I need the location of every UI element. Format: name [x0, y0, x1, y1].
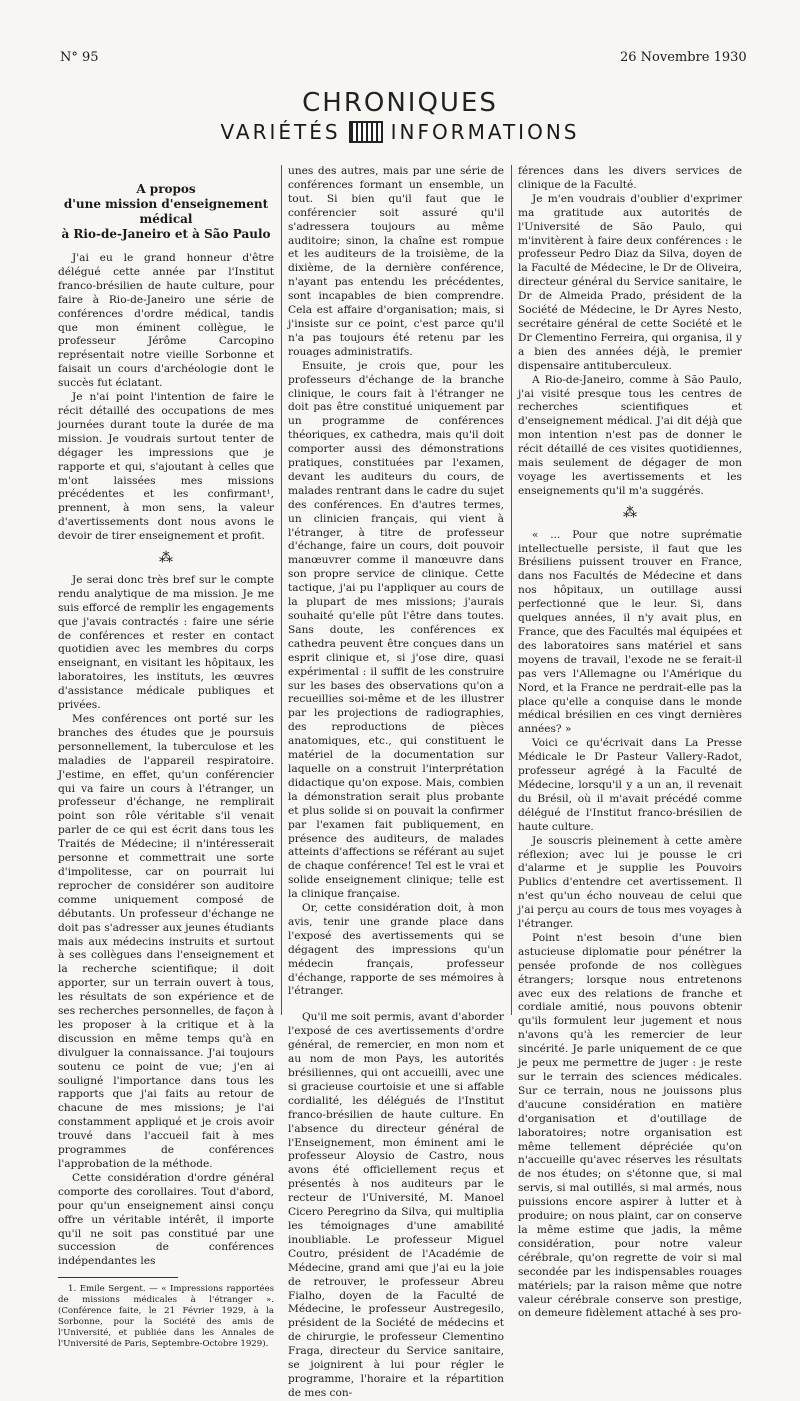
paragraph: Je n'ai point l'intention de faire le récit détaillé des occupations de mes journées durant toute la durée de ma mission. Je voudrais surtout tenter de dégager les impressions que je rapporte et qui, s'ajoutant à celles que m'ont laissées mes missions précédentes et les confirmant¹, prennent, à mon sens, la valeur d'avertissements dont nous avons le devoir de tirer enseignement et profit.: [58, 391, 274, 543]
ornament-icon: [349, 121, 383, 143]
masthead-left: VARIÉTÉS: [220, 120, 341, 144]
spacer: [288, 999, 504, 1011]
masthead-subtitle: [0, 120, 800, 144]
paragraph: Cette considération d'ordre général comporte des corollaires. Tout d'abord, pour qu'un enseignement ainsi conçu offre un véritable intérêt, il importe qu'il ne soit pas constitué par une succession de conférences indépendantes les: [58, 1171, 274, 1268]
masthead-right: INFORMATIONS: [390, 120, 580, 144]
footnote: 1. Emile Sergent. — « Impressions rapportées de missions médicales à l'étranger ». (Conférence faite, le 21 Février 1929, à la Sorbonne, pour la Société des amis de l'Université, et publiée dans les Annales de l'Université de Paris, Septembre-Octobre 1929).: [58, 1284, 274, 1350]
paragraph: Je serai donc très bref sur le compte rendu analytique de ma mission. Je me suis efforcé de remplir les engagements que j'avais contractés : faire une série de conférences et rester en contact quotidien avec les membres du corps enseignant, en visitant les hôpitaux, les laboratoires, les instituts, les œuvres d'assistance médicale publiques et privées.: [58, 573, 274, 712]
article-title-line: d'une mission d'enseignement médical: [63, 197, 269, 226]
paragraph: J'ai eu le grand honneur d'être délégué cette année par l'Institut franco-brésilien de haute culture, pour faire à Rio-de-Janeiro une série de conférences d'ordre médical, tandis que mon éminent collègue, le professeur Jérôme Carcopino représentait notre vieille Sorbonne et faisait un cours d'archéologie dont le succès fut éclatant.: [58, 252, 274, 390]
section-separator: ⁂: [159, 550, 173, 567]
section-separator: ⁂: [623, 504, 637, 521]
column-2: [288, 165, 504, 1401]
paragraph: Je m'en voudrais d'oublier d'exprimer ma gratitude aux autorités de l'Université de São Paulo, qui m'invitèrent à faire deux conférences : le professeur Pedro Diaz da Silva, doyen de la Faculté de Médecine, le Dr de Oliveira, directeur général du Service sanitaire, le Dr de Almeida Prado, président de la Société de Médecine, le Dr Ayres Nesto, secrétaire général de cette Société et le Dr Clementino Ferreira, qui organisa, il y a bien des années déjà, le premier dispensaire antituberculeux.: [518, 192, 743, 372]
masthead-title: CHRONIQUES: [302, 88, 498, 118]
article-title: [58, 182, 274, 242]
column-divider: [281, 165, 282, 1015]
paragraph: Ensuite, je crois que, pour les professeurs d'échange de la branche clinique, le cours fait à l'étranger ne doit pas être constitué uniquement par un programme de conférences théoriques, ex cathedra, mais qu'il doit comporter aussi des démonstrations pratiques, constituées par l'examen, devant les auditeurs du cours, de malades rentrant dans le cadre du sujet des conférences. En d'autres termes, un clinicien français, qui vient à l'étranger, à titre de professeur d'échange, faire un cours, doit pouvoir manœuvrer comme il manœuvre dans son propre service de clinique. Cette tactique, j'ai pu l'appliquer au cours de la plupart de mes missions; j'aurais souhaité qu'elle pût l'être dans toutes. Sans doute, les conférences ex cathedra peuvent être conçues dans un esprit clinique et, si j'ose dire, quasi expérimental : il suffit de les construire sur les bases des observations qu'on a recueillies soi-même et de les illustrer par les projections de radiographies, des reproductions de pièces anatomiques, etc., qui constituent le matériel de la documentation sur laquelle on a construit l'interprétation didactique qu'on expose. Mais, combien la démonstration serait plus probante et plus solide si on pouvait la confirmer par l'examen fait publiquement, en présence des auditeurs, de malades atteints d'affections se référant au sujet de chaque conférence! Tel est le vrai et solide enseignement clinique; telle est la clinique française.: [288, 359, 504, 901]
column-3: [518, 165, 742, 1321]
issue-date: 26 Novembre 1930: [620, 50, 747, 65]
quote-paragraph: « ... Pour que notre suprématie intellectuelle persiste, il faut que les Brésiliens puissent trouver en France, dans nos Facultés de Médecine et dans nos hôpitaux, un outillage aussi perfectionné que le leur. Si, dans quelques années, il n'y avait plus, en France, que des Facultés mal équipées et des laboratoires sans matériel et sans moyens de travail, l'exode ne se ferait-il pas vers l'Allemagne ou l'Amérique du Nord, et la France ne perdrait-elle pas la place qu'elle a conquise dans le monde médical brésilien en ces vingt dernières années? »: [518, 528, 742, 736]
paragraph: Point n'est besoin d'une bien astucieuse diplomatie pour pénétrer la pensée profonde de nos collègues étrangers; lorsque nous entretenons avec eux des relations de franche et cordiale amitié, nous pouvons obtenir qu'ils formulent leur jugement et nous n'avons qu'à les remercier de leur sincérité. Je parle uniquement de ce que je peux me permettre de juger : je reste sur le terrain des sciences médicales. Sur ce terrain, nous ne jouissons plus d'aucune considération en matière d'organisation et d'outillage de laboratoires; notre organisation est même tellement dépréciée qu'on n'accueille qu'avec réserves les résultats de nos études; on s'étonne que, si mal servis, si mal outillés, si mal armés, nous puissions encore aspirer à lutter et à produire; on nous plaint, car on conserve la même estime que jadis, la même considération, pour notre valeur cérébrale, qu'on regrette de voir si mal secondée par les indispensables rouages matériels; par la raison même que notre valeur cérébrale conserve son prestige, on demeure fidèlement attaché à ses pro-: [518, 931, 742, 1320]
masthead: [0, 88, 800, 144]
paragraph: unes des autres, mais par une série de conférences formant un ensemble, un tout. Si bien qu'il faut que le conférencier soit assuré qu'il s'adressera toujours au même auditoire; sinon, la chaîne est rompue et les auditeurs de la troisième, de la dixième, de la dernière conférence, n'ayant pas entendu les précédentes, sont incapables de bien comprendre. Cela est affaire d'organisation; mais, si j'insiste sur ce point, c'est parce qu'il n'a pas toujours été retenu par les rouages administratifs.: [288, 165, 504, 358]
column-divider: [511, 165, 512, 1015]
article-title-line: à Rio-de-Janeiro et à São Paulo: [61, 227, 271, 241]
paragraph: Mes conférences ont porté sur les branches des études que je poursuis personnellement, la tuberculose et les maladies de l'appareil respiratoire. J'estime, en effet, qu'un conférencier qui va faire un cours à l'étranger, un professeur d'échange, ne remplirait point son rôle véritable s'il venait parler de ce qui est écrit dans tous les Traités de Médecine; il n'intéresserait personne et commettrait une sorte d'impolitesse, car on pourrait lui reprocher de considérer son auditoire comme uniquement composé de débutants. Un professeur d'échange ne doit pas s'adresser aux jeunes étudiants mais aux médecins instruits et surtout à ses collègues dans l'enseignement et la recherche scientifique; il doit apporter, sur un terrain ouvert à tous, les résultats de son expérience et de ses recherches personnelles, de façon à les proposer à la critique et à la discussion en même temps qu'à en divulguer la connaissance. J'ai toujours soutenu ce point de vue; j'en ai souligné l'importance dans tous les rapports que j'ai faits au retour de chacune de mes missions; je l'ai constamment appliqué et je crois avoir trouvé dans l'accueil fait à mes programmes de conférences l'approbation de la méthode.: [58, 713, 274, 1170]
paragraph: Voici ce qu'écrivait dans La Presse Médicale le Dr Pasteur Vallery-Radot, professeur agrégé à la Faculté de Médecine, lorsqu'il y a un an, il revenait du Brésil, où il m'avait précédé comme délégué de l'Institut franco-brésilien de haute culture.: [518, 737, 742, 833]
issue-number: N° 95: [60, 50, 99, 65]
paragraph: Qu'il me soit permis, avant d'aborder l'exposé de ces avertissements d'ordre général, de remercier, en mon nom et au nom de mon Pays, les autorités brésiliennes, qui ont accueilli, avec une si gracieuse courtoisie et une si affable cordialité, les délégués de l'Institut franco-brésilien de haute culture. En l'absence du directeur général de l'Enseignement, mon éminent ami le professeur Aloysio de Castro, nous avons été officiellement reçus et présentés à nos auditeurs par le recteur de l'Université, M. Manoel Cicero Peregrino da Silva, qui multiplia les témoignages d'une amabilité inoubliable. Le professeur Miguel Coutro, président de l'Académie de Médecine, grand ami que j'ai eu la joie de retrouver, le professeur Abreu Fialho, doyen de la Faculté de Médecine, le professeur Austregesilo, président de la Société de médecins et de chirurgie, le professeur Clementino Fraga, directeur du Service sanitaire, se joignirent à lui pour régler le programme, l'horaire et la répartition de mes con-: [288, 1011, 504, 1399]
article-title-line: A propos: [136, 182, 196, 196]
paragraph: Or, cette considération doit, à mon avis, tenir une grande place dans l'exposé des avertissements qui se dégagent des impressions qu'un médecin français, professeur d'échange, rapporte de ses mémoires à l'étranger.: [288, 902, 504, 998]
paragraph: A Rio-de-Janeiro, comme à São Paulo, j'ai visité presque tous les centres de recherches scientifiques et d'enseignement médical. J'ai dit déjà que mon intention n'est pas de donner le récit détaillé de ces visites quotidiennes, mais seulement de dégager de mon voyage les avertissements et les enseignements qu'il m'a suggérés.: [518, 373, 742, 497]
footnote-rule: [58, 1277, 178, 1278]
column-1: [58, 160, 274, 1350]
paragraph: férences dans les divers services de clinique de la Faculté.: [518, 165, 742, 191]
paragraph: Je souscris pleinement à cette amère réflexion; avec lui je pousse le cri d'alarme et je supplie les Pouvoirs Publics d'entendre cet avertissement. Il n'est qu'un écho nouveau de celui que j'ai perçu au cours de tous mes voyages à l'étranger.: [518, 834, 742, 931]
